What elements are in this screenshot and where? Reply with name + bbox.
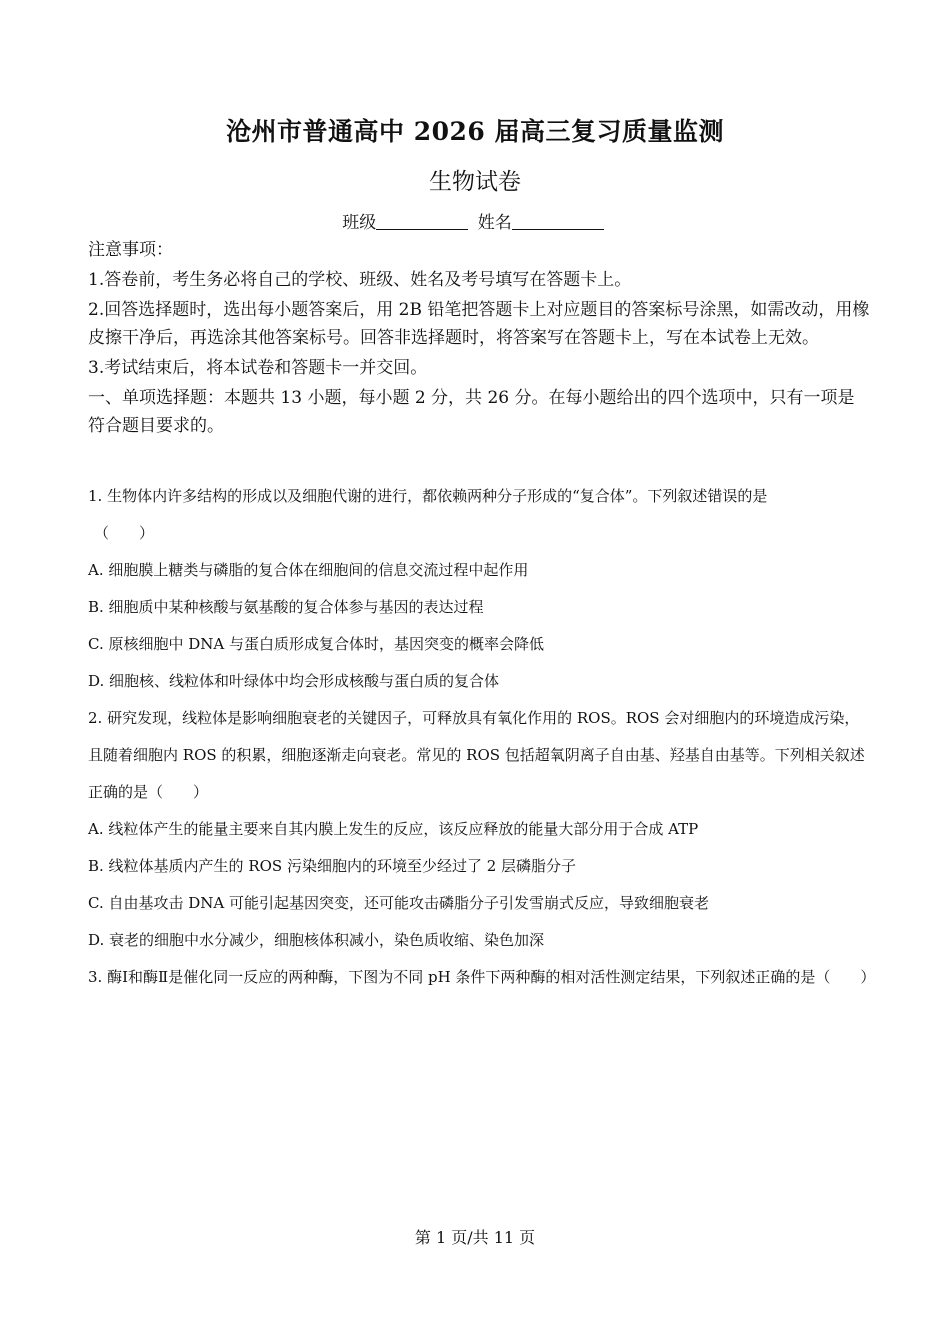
note-item-1: 1.答卷前，考生务必将自己的学校、班级、姓名及考号填写在答题卡上。 xyxy=(88,270,632,290)
exam-notes xyxy=(88,236,870,440)
question-1-stem: 1. 生物体内许多结构的形成以及细胞代谢的进行，都依赖两种分子形成的“复合体”。下列叙述错误的是 xyxy=(88,487,768,505)
question-1-option-c: C. 原核细胞中 DNA 与蛋白质形成复合体时，基因突变的概率会降低 xyxy=(88,635,545,653)
class-label: 班级 xyxy=(342,213,377,233)
question-list xyxy=(88,478,876,996)
question-1-option-b: B. 细胞质中某种核酸与氨基酸的复合体参与基因的表达过程 xyxy=(88,598,484,616)
note-item-3: 3.考试结束后，将本试卷和答题卡一并交回。 xyxy=(88,358,428,378)
notes-heading: 注意事项： xyxy=(88,240,173,260)
question-2-option-b: B. 线粒体基质内产生的 ROS 污染细胞内的环境至少经过了 2 层磷脂分子 xyxy=(88,857,577,875)
note-item-2: 2.回答选择题时，选出每小题答案后，用 2B 铅笔把答题卡上对应题目的答案标号涂黑，如需改动，用橡皮擦干净后，再选涂其他答案标号。回答非选择题时，将答案写在答题卡上，写在本试卷上无效。 xyxy=(88,300,870,348)
name-blank xyxy=(512,211,604,230)
name-label: 姓名 xyxy=(477,213,512,233)
question-1-option-d: D. 细胞核、线粒体和叶绿体中均会形成核酸与蛋白质的复合体 xyxy=(88,672,500,690)
question-2-option-a: A. 线粒体产生的能量主要来自其内膜上发生的反应，该反应释放的能量大部分用于合成 ATP xyxy=(88,820,699,838)
class-blank xyxy=(376,211,468,230)
section-instructions: 一、单项选择题：本题共 13 小题，每小题 2 分，共 26 分。在每小题给出的四个选项中，只有一项是符合题目要求的。 xyxy=(88,388,855,436)
student-info-line xyxy=(0,208,950,233)
question-1-bracket: （ ） xyxy=(94,524,155,542)
exam-subtitle: 生物试卷 xyxy=(429,169,521,195)
exam-title: 沧州市普通高中 2026 届高三复习质量监测 xyxy=(226,117,724,146)
question-2-stem: 2. 研究发现，线粒体是影响细胞衰老的关键因子，可释放具有氧化作用的 ROS。ROS 会对细胞内的环境造成污染，且随着细胞内 ROS 的积累，细胞逐渐走向衰老。常见的 ROS 包括超氧阴离子自由基、羟基自由基等。下列相关叙述正确的是（ ） xyxy=(88,709,865,801)
question-2-option-d: D. 衰老的细胞中水分减少，细胞核体积减小，染色质收缩、染色加深 xyxy=(88,931,545,949)
question-1-option-a: A. 细胞膜上糖类与磷脂的复合体在细胞间的信息交流过程中起作用 xyxy=(88,561,529,579)
question-3-stem: 3. 酶Ⅰ和酶Ⅱ是催化同一反应的两种酶，下图为不同 pH 条件下两种酶的相对活性测定结果，下列叙述正确的是（ ） xyxy=(88,968,876,986)
page-footer: 第 1 页/共 11 页 xyxy=(414,1228,536,1247)
question-2-option-c: C. 自由基攻击 DNA 可能引起基因突变，还可能攻击磷脂分子引发雪崩式反应，导致细胞衰老 xyxy=(88,894,710,912)
